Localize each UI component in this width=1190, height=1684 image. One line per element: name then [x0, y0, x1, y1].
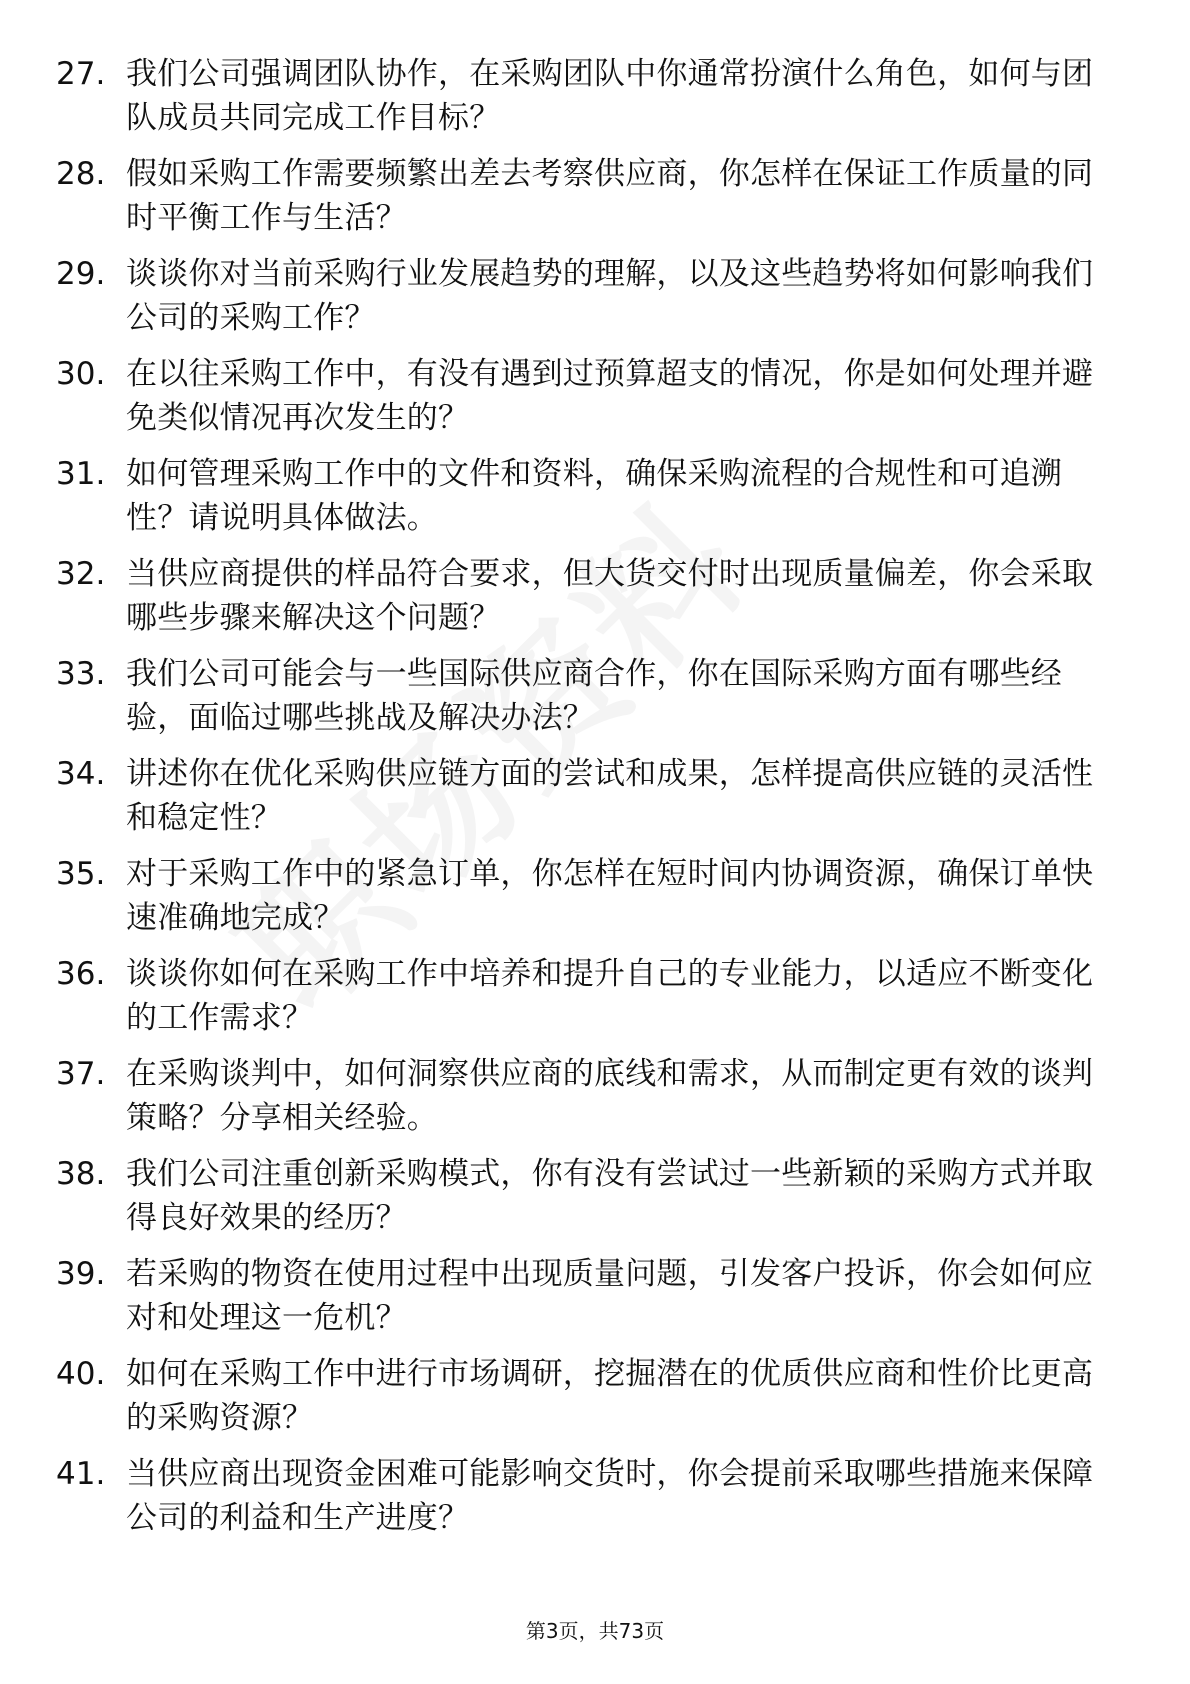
- question-number: 31.: [56, 456, 106, 492]
- question-number: 39.: [56, 1256, 106, 1292]
- question-item: [56, 1452, 1116, 1552]
- page-footer: 第3页，共73页: [525, 1619, 665, 1643]
- question-item: [56, 652, 1116, 752]
- question-number: 41.: [56, 1456, 106, 1492]
- question-text: 当供应商提供的样品符合要求，但大货交付时出现质量偏差，你会采取哪些步骤来解决这个问题？: [126, 556, 1094, 636]
- question-item: [56, 1052, 1116, 1152]
- question-text: 假如采购工作需要频繁出差去考察供应商，你怎样在保证工作质量的同时平衡工作与生活？: [126, 156, 1094, 236]
- question-list: [56, 52, 1116, 1552]
- question-item: [56, 852, 1116, 952]
- question-text: 讲述你在优化采购供应链方面的尝试和成果，怎样提高供应链的灵活性和稳定性？: [126, 756, 1094, 836]
- question-number: 32.: [56, 556, 106, 592]
- question-text: 我们公司可能会与一些国际供应商合作，你在国际采购方面有哪些经验，面临过哪些挑战及解决办法？: [126, 656, 1062, 736]
- question-item: [56, 1152, 1116, 1252]
- question-item: [56, 1352, 1116, 1452]
- question-number: 37.: [56, 1056, 106, 1092]
- question-number: 27.: [56, 56, 106, 92]
- question-text: 如何在采购工作中进行市场调研，挖掘潜在的优质供应商和性价比更高的采购资源？: [126, 1356, 1094, 1436]
- question-number: 30.: [56, 356, 106, 392]
- question-text: 如何管理采购工作中的文件和资料，确保采购流程的合规性和可追溯性？请说明具体做法。: [126, 456, 1062, 536]
- question-text: 当供应商出现资金困难可能影响交货时，你会提前采取哪些措施来保障公司的利益和生产进度？: [126, 1456, 1094, 1536]
- question-text: 我们公司强调团队协作，在采购团队中你通常扮演什么角色，如何与团队成员共同完成工作目标？: [126, 56, 1094, 136]
- question-item: [56, 152, 1116, 252]
- question-number: 36.: [56, 956, 106, 992]
- question-item: [56, 952, 1116, 1052]
- question-text: 对于采购工作中的紧急订单，你怎样在短时间内协调资源，确保订单快速准确地完成？: [126, 856, 1094, 936]
- question-number: 34.: [56, 756, 106, 792]
- question-item: [56, 452, 1116, 552]
- question-item: [56, 352, 1116, 452]
- question-number: 40.: [56, 1356, 106, 1392]
- question-text: 在采购谈判中，如何洞察供应商的底线和需求，从而制定更有效的谈判策略？分享相关经验。: [126, 1056, 1094, 1136]
- question-text: 谈谈你对当前采购行业发展趋势的理解，以及这些趋势将如何影响我们公司的采购工作？: [126, 256, 1094, 336]
- question-number: 28.: [56, 156, 106, 192]
- question-item: [56, 252, 1116, 352]
- question-item: [56, 552, 1116, 652]
- question-number: 35.: [56, 856, 106, 892]
- question-number: 38.: [56, 1156, 106, 1192]
- question-text: 在以往采购工作中，有没有遇到过预算超支的情况，你是如何处理并避免类似情况再次发生的？: [126, 356, 1094, 436]
- question-number: 33.: [56, 656, 106, 692]
- question-item: [56, 52, 1116, 152]
- question-text: 谈谈你如何在采购工作中培养和提升自己的专业能力，以适应不断变化的工作需求？: [126, 956, 1094, 1036]
- question-item: [56, 752, 1116, 852]
- question-number: 29.: [56, 256, 106, 292]
- question-text: 我们公司注重创新采购模式，你有没有尝试过一些新颖的采购方式并取得良好效果的经历？: [126, 1156, 1094, 1236]
- question-text: 若采购的物资在使用过程中出现质量问题，引发客户投诉，你会如何应对和处理这一危机？: [126, 1256, 1094, 1336]
- question-item: [56, 1252, 1116, 1352]
